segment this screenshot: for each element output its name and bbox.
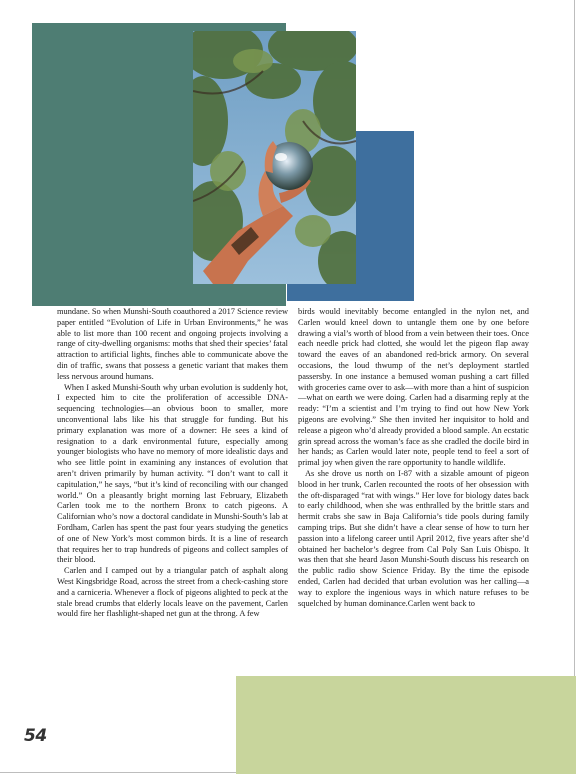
article-column-left [57, 307, 288, 693]
article-paragraph: As she drove us north on I-87 with a sizable amount of pigeon blood in her trunk, Carlen recounted the roots of her obsession with the oft-disparaged “rat with wings.” Her love for biology dates back to early childhood, when she was enthralled by the brittle stars and hermit crabs she saw in Baja California’s tide pools during family camping trips. But she didn’t have a clear sense of how to turn her passion into a lifelong career until April 2012, five years after she’d obtained her bachelor’s degree from Cal Poly San Luis Obispo. It was then that she heard Jason Munshi-South discuss his research on the public radio show Science Friday. By the time the episode ended, Carlen had decided that urban evolution was her calling—a way to explore the ingenious ways in which nature refuses to be squelched by human dominance.Carlen went back to [298, 468, 529, 608]
article-paragraph: birds would inevitably become entangled in the nylon net, and Carlen would kneel down to untangle them one by one before drawing a vial’s worth of blood from a vein between their toes. Once each needle prick had clotted, she would let the pigeon flap away toward the eaves of an abandoned red-brick armory. On several occasions, the loud thwump of the net’s deployment startled passersby. In one instance a bemused woman pushing a cart filled with groceries came over to ask—with more than a hint of suspicion—what on earth we were doing. Carlen had a disarming reply at the ready: “I’m a scientist and I’m trying to find out how New York pigeons are evolving.” She then invited her inquisitor to hold and release a pigeon who’d already provided a blood sample. An ecstatic grin spread across the woman’s face as she cradled the docile bird in her hands; as Carlen would later note, people tend to feel a sort of primal joy when given the rare opportunity to handle wildlife. [298, 307, 529, 468]
article-paragraph: Carlen and I camped out by a triangular patch of asphalt along West Kingsbridge Road, across the street from a check-cashing store and a carniceria. Whenever a flock of pigeons alighted to peck at the stale bread crumbs that elderly locals leave on the pavement, Carlen would fire her flashlight-shaped net gun at the throng. A few [57, 566, 288, 619]
article-paragraph: When I asked Munshi-South why urban evolution is suddenly hot, I expected him to cite the proliferation of accessible DNA-sequencing technologies—an obvious boon to smaller, more unconventional labs like his that struggle for funding. But his primary explanation was more of a downer: He sees a kind of resignation to a dark environmental future, especially among younger biologists who have no memory of more idealistic days and who see little point in examining any instances of evolution that aren’t driven primarily by human activity. “I don’t want to call it capitulation,” he says, “but it’s kind of reconciling with our changed world.” On a pleasantly bright morning last February, Elizabeth Carlen took me to the northern Bronx to catch pigeons. A Californian who’s now a doctoral candidate in Munshi-South’s lab at Fordham, Carlen has spent the past four years studying the genetics of one of New York’s most common birds. It is a line of research that requires her to trap hundreds of pigeons and collect samples of their blood. [57, 382, 288, 565]
article-paragraph: mundane. So when Munshi-South coauthored a 2017 Science review paper entitled “Evolution of Life in Urban Environments,” he was able to list more than 100 recent and ongoing projects involving a range of city-dwelling organisms: moths that shed their species’ fatal attraction to artificial lights, finches able to communicate above the din of traffic, swans that possess a genetic variant that makes them less nervous around humans. [57, 307, 288, 381]
article-column-right [298, 307, 529, 609]
photo-illustration [193, 31, 356, 284]
article-photo [193, 31, 356, 284]
page-number: 54 [24, 726, 47, 746]
